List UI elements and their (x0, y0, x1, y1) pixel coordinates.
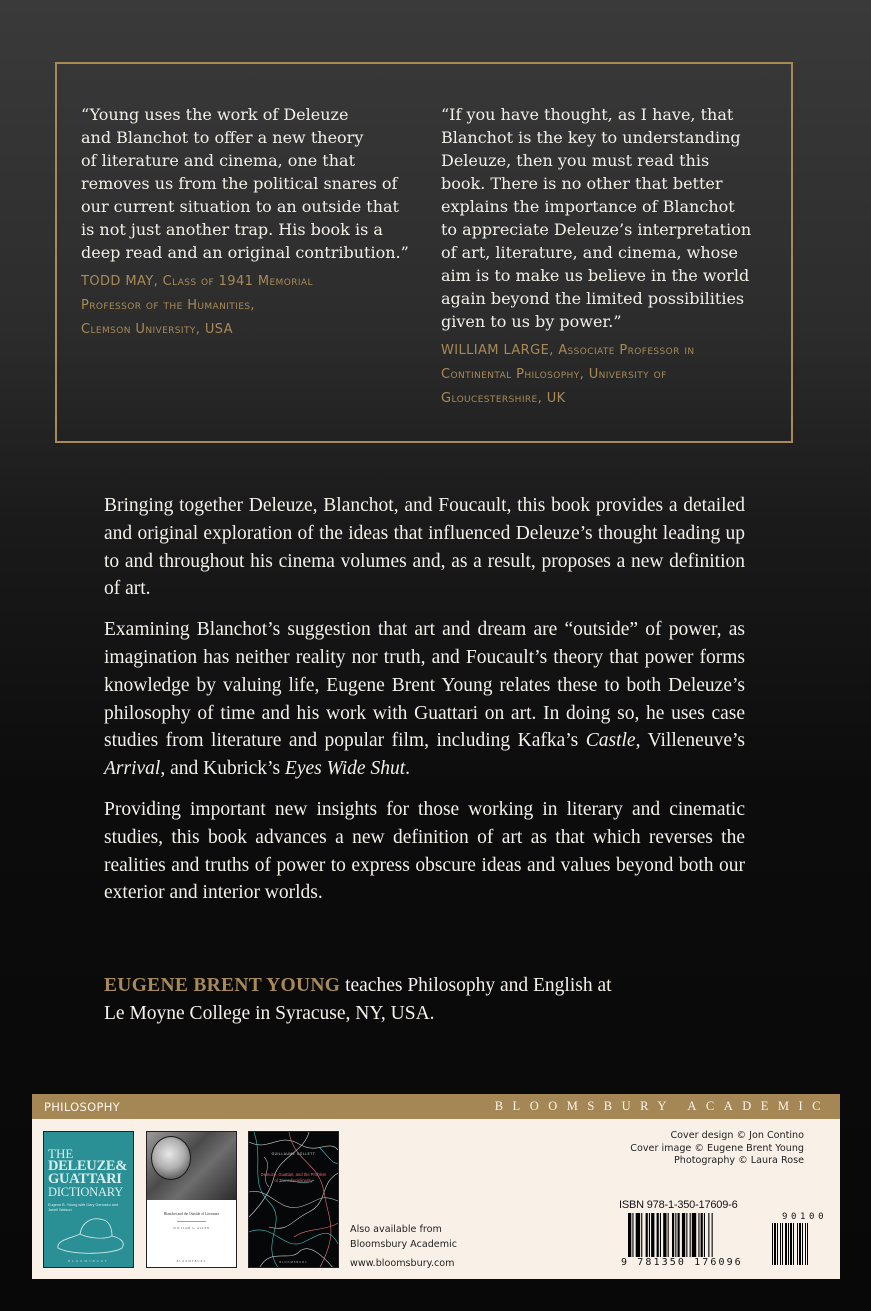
book-description (104, 492, 745, 920)
category-label: PHILOSOPHY (44, 1099, 120, 1114)
book-author: GUILLAUME COLLETT (271, 1152, 316, 1156)
description-text: . (405, 758, 410, 780)
also-available-line: Also available from (350, 1224, 442, 1235)
author-name: EUGENE BRENT YOUNG (104, 975, 341, 996)
addon-bar (805, 1223, 806, 1265)
hat-icon (52, 1210, 128, 1260)
book-publisher: BLOOMSBURY (68, 1259, 109, 1263)
endorsement-attribution: WILLIAM LARGE, Associate Professor in Continental Philosophy, University of Gloucestershire, UK (441, 343, 695, 406)
addon-bar (785, 1223, 787, 1265)
footer-bar (32, 1094, 840, 1119)
description-paragraph-2 (104, 616, 745, 783)
endorsements-box (55, 62, 793, 443)
publisher-logo: BLOOMSBURY ACADEMIC (494, 1099, 830, 1113)
addon-bar (782, 1223, 783, 1265)
book-publisher: BLOOMSBURY (279, 1261, 308, 1264)
addon-bar (807, 1223, 808, 1265)
book-title: THE DELEUZE& GUATTARI DICTIONARY (48, 1146, 127, 1199)
description-text: , and Kubrick’s (160, 758, 285, 780)
cover-credits (630, 1130, 804, 1168)
related-book-cover-blanchot (146, 1131, 237, 1268)
author-bio (104, 972, 704, 1028)
work-title: Castle (585, 730, 636, 752)
book-authors: Eugene B. Young with Gary Genosko and Janell Watson (48, 1203, 119, 1212)
description-text: Examining Blanchot’s suggestion that art and dream are “outside” of power, as imagination has neither reality nor truth, and Foucault’s theory that power forms knowledge by valuing life, Eugene Brent Young relates these to both Deleuze’s philosophy of time and his work with Guattari on art. In doing so, he uses case studies from literature and popular film, including Kafka’s (104, 619, 745, 752)
footer-panel (32, 1094, 840, 1279)
addon-bar (793, 1223, 794, 1265)
addon-bar (790, 1223, 792, 1265)
author-bio-text: teaches Philosophy and English at (340, 975, 612, 996)
endorsement-william-large (441, 103, 781, 411)
addon-bar (780, 1223, 781, 1265)
isbn-label: ISBN 978-1-350-17609-6 (619, 1199, 738, 1211)
addon-bar (774, 1223, 776, 1265)
publisher-website-link[interactable]: www.bloomsbury.com (350, 1258, 455, 1269)
endorsement-attribution: TODD MAY, Class of 1941 Memorial Professor of the Humanities, Clemson University, USA (81, 274, 313, 337)
related-book-cover-dictionary (43, 1131, 134, 1268)
description-paragraph-3: Providing important new insights for those working in literary and cinematic studies, this book advances a new definition of art as that which reverses the realities and truths of power to express obscure ideas and values beyond both our exterior and interior worlds. (104, 798, 745, 904)
author-bio-text: Le Moyne College in Syracuse, NY, USA. (104, 1003, 435, 1024)
mirror-image (151, 1136, 191, 1180)
also-available-line: Bloomsbury Academic (350, 1238, 457, 1250)
barcode-digits: 9 781350 176096 (621, 1257, 743, 1268)
credit-line: Photography © Laura Rose (673, 1155, 804, 1166)
also-available-note (350, 1223, 457, 1252)
addon-bar (772, 1223, 773, 1265)
book-title: Blanchot and the Outside of Literature (163, 1212, 220, 1216)
cover-photo (147, 1132, 236, 1200)
credit-line: Cover image © Eugene Brent Young (630, 1142, 804, 1154)
endorsement-todd-may (81, 103, 421, 342)
credit-line: Cover design © Jon Contino (670, 1130, 804, 1141)
description-paragraph-1: Bringing together Deleuze, Blanchot, and Foucault, this book provides a detailed and original exploration of the ideas that influenced Deleuze’s thought leading up to and throughout his cinema volumes and, as a result, proposes a new definition of art. (104, 495, 745, 600)
title-divider (177, 1221, 206, 1222)
addon-bar (788, 1223, 789, 1265)
related-book-cover-transdisciplinarity (248, 1131, 339, 1268)
price-addon-digits: 90100 (782, 1212, 828, 1222)
addon-bar (777, 1223, 778, 1265)
work-title: Arrival (104, 758, 161, 780)
addon-bar (799, 1223, 801, 1265)
endorsement-quote: “Young uses the work of Deleuze and Blanchot to offer a new theory of literature and cinema, one that removes us from the political snares of our current situation to an outside that is not just another trap. His book is a deep read and an original contribution.” (81, 105, 409, 262)
description-text: , Villeneuve’s (635, 730, 745, 752)
book-title: Deleuze, Guattari, and the Problem of Transdisciplinarity (260, 1172, 327, 1183)
addon-bar (797, 1223, 798, 1265)
addon-bar (802, 1223, 803, 1265)
work-title: Eyes Wide Shut (284, 758, 406, 780)
book-author: WILLIAM S. ALLEN (173, 1226, 210, 1230)
book-publisher: BLOOMSBURY (176, 1260, 207, 1263)
endorsement-quote: “If you have thought, as I have, that Blanchot is the key to understanding Deleuze, then you must read this book. There is no other that better explains the importance of Blanchot to appreciate Deleuze’s interpretation of art, literature, and cinema, whose aim is to make us believe in the world again beyond the limited possibilities given to us by power.” (441, 105, 752, 331)
